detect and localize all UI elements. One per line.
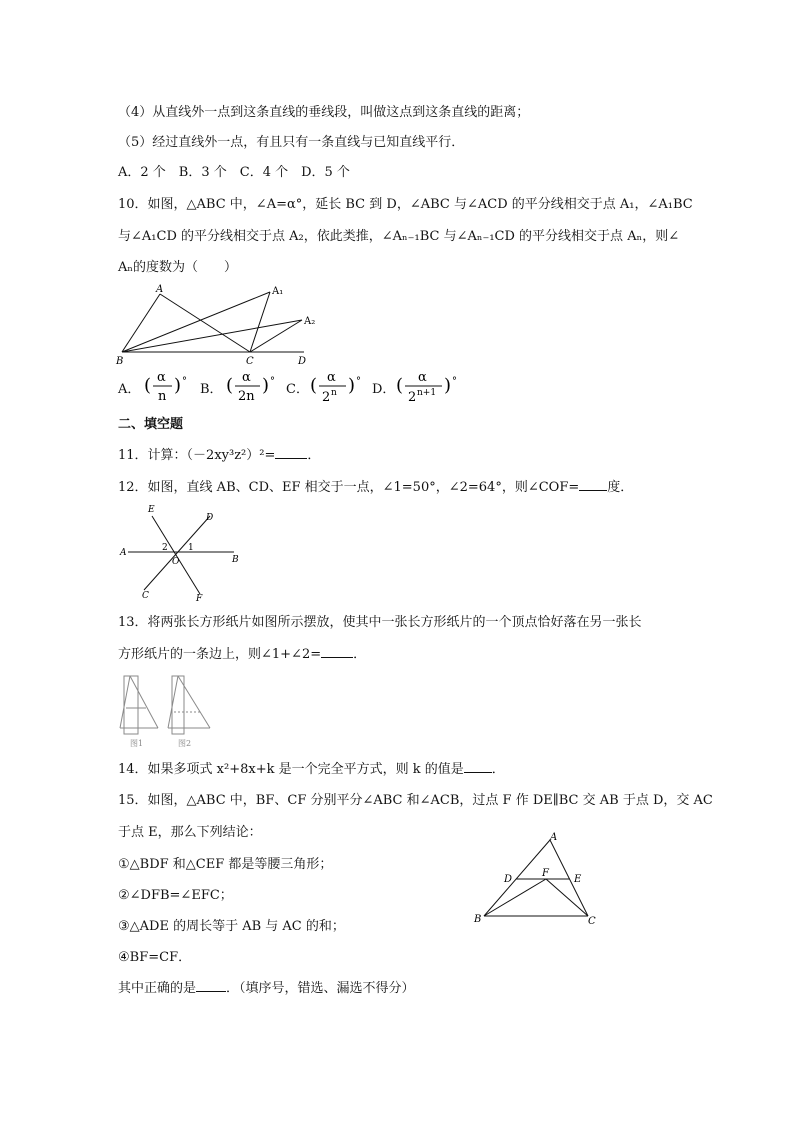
q15-conclusion-1: ①△BDF 和△CEF 都是等腰三角形； — [118, 857, 333, 872]
q12-angle-2: 2 — [162, 543, 168, 553]
svg-text:°: ° — [356, 376, 361, 387]
svg-text:°: ° — [182, 376, 187, 387]
svg-text:α: α — [418, 370, 427, 385]
option-d-label: D． — [372, 382, 396, 397]
q12-label-a: A — [120, 548, 127, 558]
q12-label-o: O — [172, 557, 180, 567]
q10-label-a: A — [156, 284, 164, 295]
q10-label-a1: A₁ — [272, 286, 284, 297]
q10-label-a2: A₂ — [304, 316, 316, 327]
q9-options: A．2 个 B．3 个 C．4 个 D．5 个 — [118, 165, 350, 180]
q15-text-2: 于点 E，那么下列结论： — [118, 825, 262, 840]
svg-text:n: n — [331, 388, 337, 398]
statement-5: （5）经过直线外一点，有且只有一条直线与已知直线平行． — [118, 135, 465, 150]
q15-answer-line: 其中正确的是 ．（填序号，错选、漏选不得分） — [118, 981, 415, 996]
q13-answer-blank[interactable] — [321, 657, 353, 658]
q15-figure — [470, 830, 606, 930]
q11-text: 11．计算：（－2xy³z²）²= ． — [118, 448, 321, 463]
svg-text:): ) — [262, 375, 270, 396]
svg-text:α: α — [242, 370, 251, 385]
statement-4: （4）从直线外一点到这条直线的垂线段，叫做这点到这条直线的距离； — [118, 105, 530, 120]
q10-label-c: C — [246, 356, 254, 367]
q12-label-b: B — [232, 555, 239, 565]
q15-label-f: F — [542, 868, 549, 879]
q10-text-2: 与∠A₁CD 的平分线相交于点 A₂，依此类推，∠Aₙ₋₁BC 与∠Aₙ₋₁CD 的平分线相交于点 Aₙ，则∠ — [118, 229, 680, 244]
option-b-label: B． — [200, 382, 223, 397]
q12-text: 12．如图，直线 AB、CD、EF 相交于一点，∠1=50°，∠2=64°，则∠COF= 度． — [118, 480, 634, 495]
svg-text:(: ( — [396, 375, 404, 396]
q15-label-c: C — [588, 916, 596, 927]
svg-text:): ) — [174, 375, 182, 396]
q12-label-f: F — [196, 594, 203, 602]
q12-label-c: C — [142, 591, 149, 601]
q15-text-1: 15．如图，△ABC 中，BF、CF 分别平分∠ABC 和∠ACB，过点 F 作 DE∥BC 交 AB 于点 D，交 AC — [118, 793, 713, 808]
q13-caption-1: 图1 — [130, 739, 144, 748]
svg-text:2n: 2n — [238, 389, 255, 404]
q13-text-1: 13．将两张长方形纸片如图所示摆放，使其中一张长方形纸片的一个顶点恰好落在另一张长 — [118, 615, 642, 630]
svg-text:(: ( — [310, 375, 318, 396]
q10-label-d: D — [298, 356, 307, 367]
svg-text:°: ° — [452, 376, 457, 387]
q12-label-d: D — [206, 513, 214, 523]
option-c-label: C． — [286, 382, 309, 397]
q15-conclusion-4: ④BF=CF． — [118, 950, 192, 965]
svg-text:2: 2 — [408, 390, 417, 405]
q15-label-e: E — [574, 874, 582, 885]
q15-conclusion-3: ③△ADE 的周长等于 AB 与 AC 的和； — [118, 919, 345, 934]
svg-text:α: α — [157, 370, 166, 385]
option-a-label: A． — [118, 382, 141, 397]
q15-label-d: D — [504, 874, 513, 885]
svg-text:2: 2 — [322, 390, 331, 405]
q14-text: 14．如果多项式 x²+8x+k 是一个完全平方式，则 k 的值是 ． — [118, 762, 505, 777]
q10-text-1: 10．如图，△ABC 中，∠A=α°，延长 BC 到 D，∠ABC 与∠ACD 的平分线相交于点 A₁，∠A₁BC — [118, 197, 693, 212]
q14-answer-blank[interactable] — [464, 772, 492, 773]
q15-label-a: A — [550, 832, 558, 843]
q10-text-3: Aₙ的度数为（ ） — [118, 260, 238, 275]
svg-text:n: n — [158, 389, 167, 404]
q10-label-b: B — [116, 356, 124, 367]
q15-conclusion-2: ②∠DFB=∠EFC； — [118, 888, 233, 903]
q12-figure — [114, 502, 244, 602]
q15-label-b: B — [474, 914, 482, 925]
q10-figure — [112, 282, 332, 368]
section-heading-fill-in: 二、填空题 — [118, 417, 184, 432]
q12-answer-blank[interactable] — [579, 490, 607, 491]
q12-angle-1: 1 — [188, 543, 194, 553]
svg-text:n+1: n+1 — [417, 388, 437, 398]
svg-text:(: ( — [144, 375, 152, 396]
svg-text:°: ° — [270, 376, 275, 387]
svg-text:(: ( — [226, 375, 234, 396]
svg-text:α: α — [327, 370, 336, 385]
option-d-fraction — [394, 366, 464, 406]
q13-text-2: 方形纸片的一条边上，则∠1+∠2= ． — [118, 647, 367, 662]
svg-text:): ) — [444, 375, 452, 396]
option-a-fraction — [142, 366, 190, 406]
q13-figure — [116, 668, 220, 750]
option-b-fraction — [224, 366, 278, 406]
option-c-fraction — [308, 366, 364, 406]
q15-answer-blank[interactable] — [196, 991, 226, 992]
q11-answer-blank[interactable] — [275, 458, 307, 459]
svg-text:): ) — [348, 375, 356, 396]
q12-label-e: E — [148, 505, 155, 515]
q13-caption-2: 图2 — [178, 739, 192, 748]
